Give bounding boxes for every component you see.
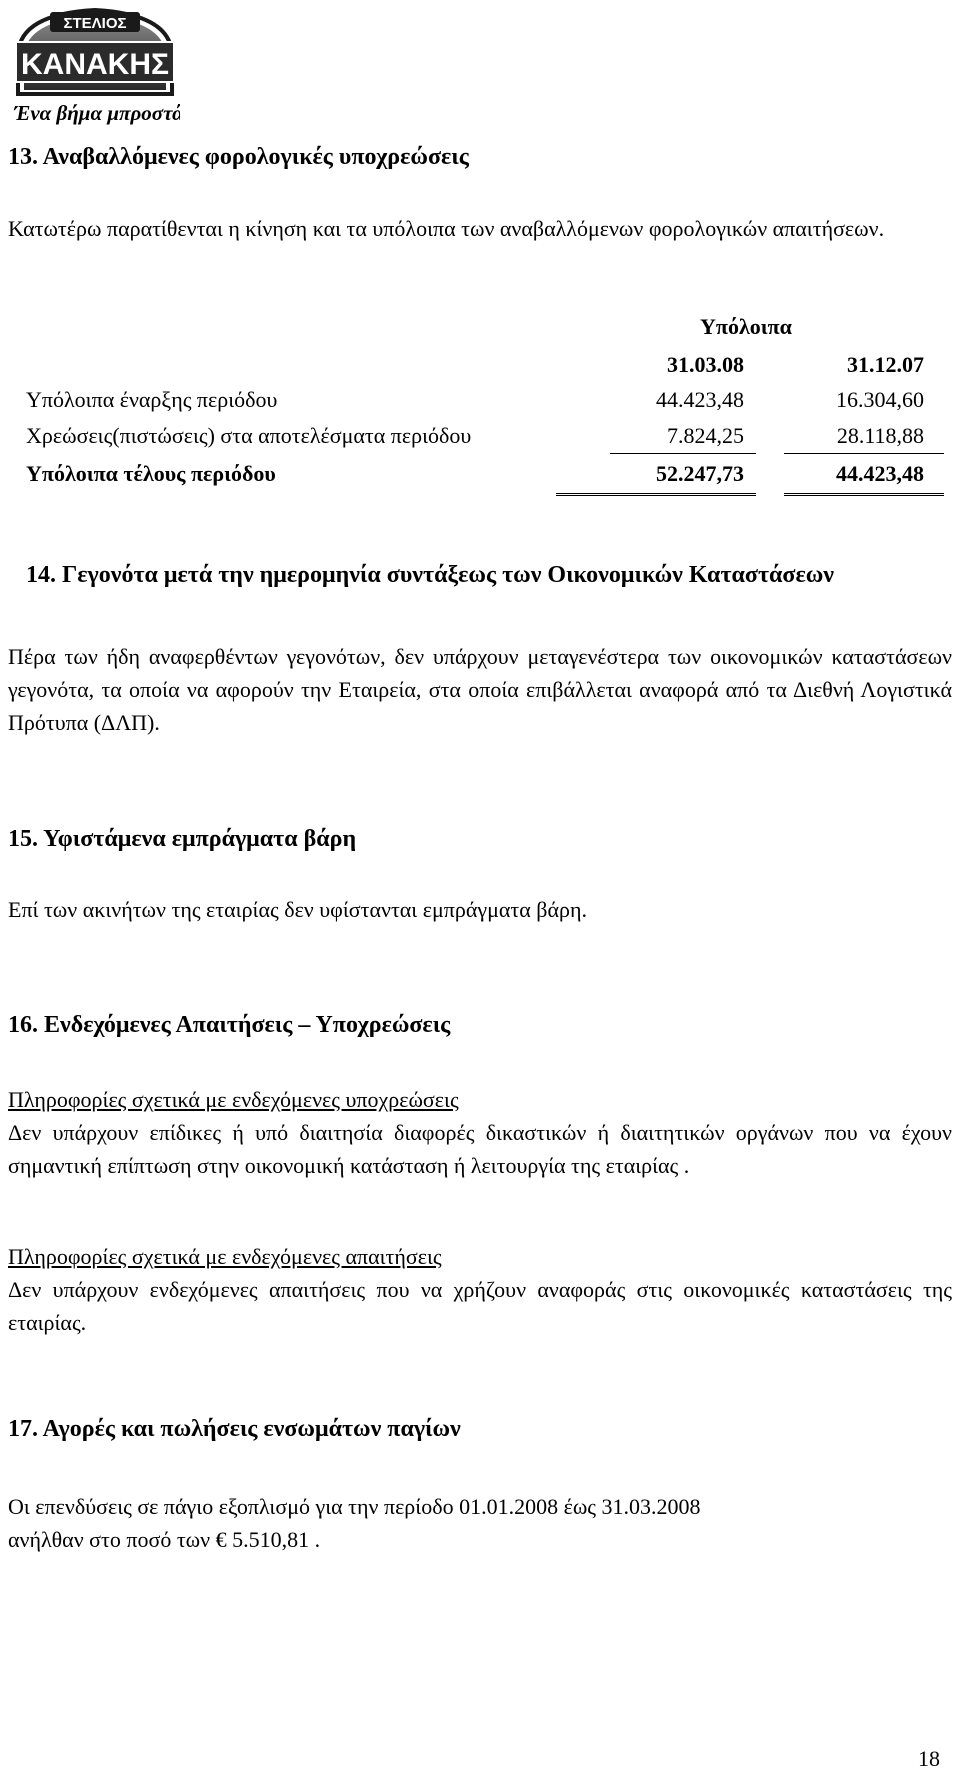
total-double-rule bbox=[556, 493, 756, 496]
section-13-intro: Κατωτέρω παρατίθενται η κίνηση και τα υπόλοιπα των αναβαλλόμενων φορολογικών απαιτήσεων. bbox=[8, 216, 885, 241]
table-group-header: Υπόλοιπα bbox=[700, 314, 792, 339]
table-row-label: Υπόλοιπα τέλους περιόδου bbox=[26, 461, 276, 486]
section-17-title: 17. Αγορές και πωλήσεις ενσωμάτων παγίων bbox=[8, 1416, 461, 1442]
section-17-line-2: ανήλθαν στο ποσό των € 5.510,81 . bbox=[8, 1527, 321, 1552]
section-17-line-1: Οι επενδύσεις σε πάγιο εξοπλισμό για την περίοδο 01.01.2008 έως 31.03.2008 bbox=[8, 1494, 701, 1519]
table-cell-value: 28.118,88 bbox=[836, 423, 924, 448]
company-logo bbox=[10, 2, 180, 130]
section-14-text: Πέρα των ήδη αναφερθέντων γεγονότων, δεν υπάρχουν μεταγενέστερα των οικονομικών καταστάσεων γεγονότα, τα οποία να αφορούν την Εταιρεία, στα οποία επιβάλλεται αναφορά από τα Διεθνή Λογιστικά Πρότυπα (ΔΛΠ). bbox=[8, 644, 952, 735]
logo-slogan: Ένα βήμα μπροστά ! bbox=[14, 101, 180, 125]
table-col-header-2: 31.12.07 bbox=[847, 352, 924, 377]
section-14-title: 14. Γεγονότα μετά την ημερομηνία συντάξεως των Οικονομικών Καταστάσεων bbox=[26, 562, 834, 588]
table-cell-value: 7.824,25 bbox=[667, 423, 744, 448]
table-cell-value: 52.247,73 bbox=[656, 461, 744, 486]
page-number: 18 bbox=[918, 1746, 940, 1771]
section-16-claims-text: Δεν υπάρχουν ενδεχόμενες απαιτήσεις που να χρήζουν αναφοράς στις οικονομικές καταστάσεις της εταιρίας. bbox=[8, 1277, 952, 1335]
table-cell-value: 16.304,60 bbox=[836, 387, 924, 412]
section-13-title: 13. Αναβαλλόμενες φορολογικές υποχρεώσεις bbox=[8, 144, 469, 170]
table-row-label: Υπόλοιπα έναρξης περιόδου bbox=[26, 387, 278, 412]
total-double-rule bbox=[784, 493, 944, 496]
table-cell-value: 44.423,48 bbox=[656, 387, 744, 412]
logo-main-text: ΚΑΝΑΚΗΣ bbox=[21, 48, 169, 81]
section-16-subheading-liabilities: Πληροφορίες σχετικά με ενδεχόμενες υποχρεώσεις bbox=[8, 1087, 459, 1112]
logo-top-text: ΣΤΕΛΙΟΣ bbox=[63, 15, 127, 32]
section-16-title: 16. Ενδεχόμενες Απαιτήσεις – Υποχρεώσεις bbox=[8, 1012, 451, 1038]
table-row-label: Χρεώσεις(πιστώσεις) στα αποτελέσματα περιόδου bbox=[26, 423, 472, 448]
section-15-text: Επί των ακινήτων της εταιρίας δεν υφίστανται εμπράγματα βάρη. bbox=[8, 897, 587, 922]
table-col-header-1: 31.03.08 bbox=[667, 352, 744, 377]
section-16-subheading-claims: Πληροφορίες σχετικά με ενδεχόμενες απαιτήσεις bbox=[8, 1244, 442, 1269]
table-cell-value: 44.423,48 bbox=[836, 461, 924, 486]
subtotal-rule bbox=[610, 453, 756, 454]
section-16-liabilities-text: Δεν υπάρχουν επίδικες ή υπό διαιτησία διαφορές δικαστικών ή διαιτητικών οργάνων που να έχουν σημαντική επίπτωση στην οικονομική κατάσταση ή λειτουργία της εταιρίας . bbox=[8, 1120, 952, 1178]
section-15-title: 15. Υφιστάμενα εμπράγματα βάρη bbox=[8, 826, 357, 852]
subtotal-rule bbox=[784, 453, 944, 454]
logo-graphic bbox=[10, 2, 180, 130]
